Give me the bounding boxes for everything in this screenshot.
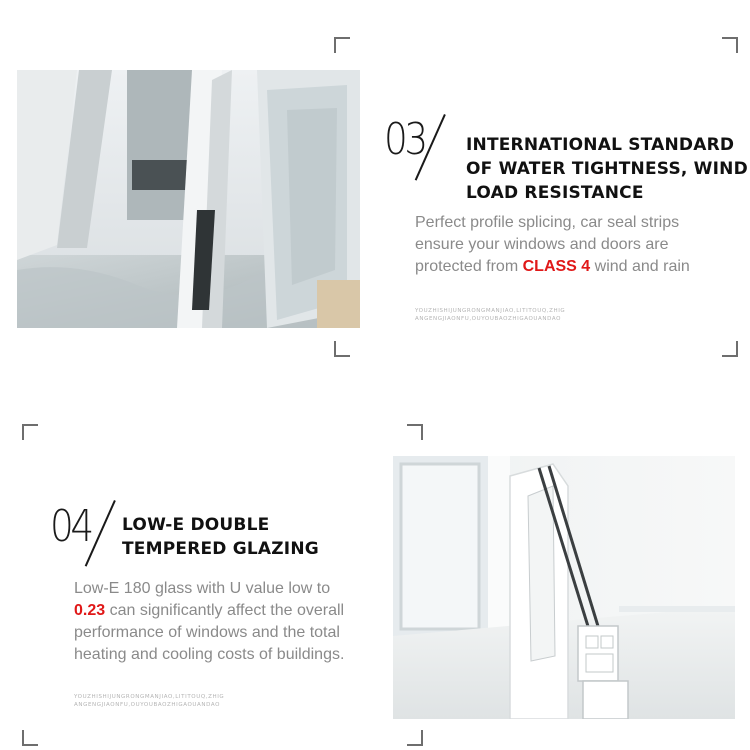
section-heading: LOW-E DOUBLE TEMPERED GLAZING [122, 515, 319, 559]
section-description: Low-E 180 glass with U value low to 0.23 can significantly affect the overall performance of windows and the total heating and cooling costs of buildings. [74, 580, 345, 663]
highlight-text: CLASS 4 [522, 258, 591, 275]
corner-bracket-icon [334, 37, 350, 53]
decorative-caption: YOUZHISHIJUNGRONGMANJIAO,LITITOUQ,ZHIG ANGENGJIAONFU,OUYOUBAOZHIGAOUANDAO [415, 308, 566, 322]
section-heading: INTERNATIONAL STANDARD OF WATER TIGHTNESS, WIND LOAD RESISTANCE [466, 135, 748, 203]
corner-bracket-icon [407, 424, 423, 440]
section-number: 03 [384, 114, 425, 165]
corner-bracket-icon [334, 341, 350, 357]
corner-bracket-icon [722, 37, 738, 53]
corner-bracket-icon [722, 341, 738, 357]
section-number: 04 [50, 501, 91, 552]
corner-bracket-icon [22, 730, 38, 746]
section-description: Perfect profile splicing, car seal strips ensure your windows and doors are protected from CLASS 4 wind and rain [415, 214, 690, 275]
corner-bracket-icon [22, 424, 38, 440]
decorative-caption: YOUZHISHIJUNGRONGMANJIAO,LITITOUQ,ZHIG ANGENGJIAONFU,OUYOUBAOZHIGAOUANDAO [74, 694, 225, 708]
upvc-profile-photo [393, 456, 735, 719]
highlight-text: 0.23 [74, 602, 106, 619]
casement-window-photo [17, 70, 360, 328]
corner-bracket-icon [407, 730, 423, 746]
